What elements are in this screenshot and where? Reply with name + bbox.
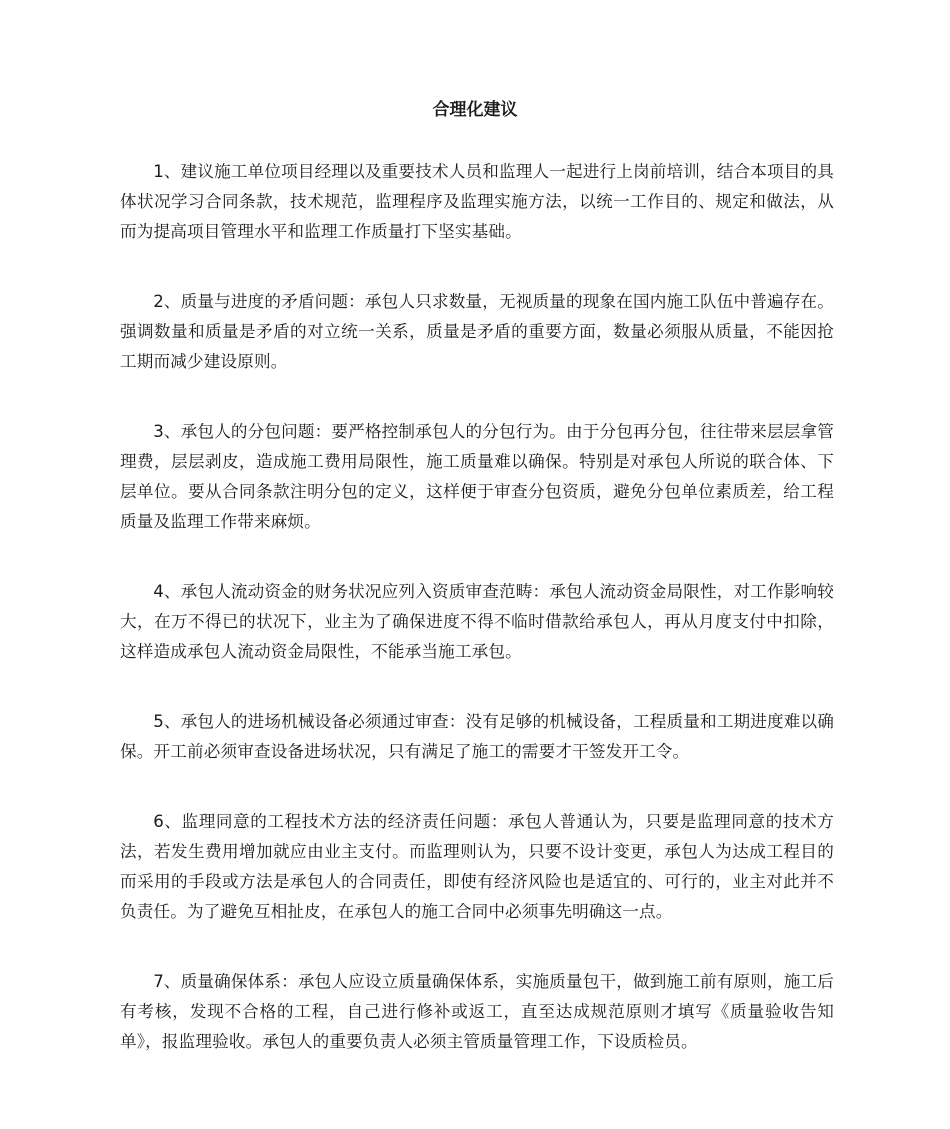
paragraph-4: 4、承包人流动资金的财务状况应列入资质审查范畴：承包人流动资金局限性，对工作影响较大，在万不得已的状况下，业主为了确保进度不得不临时借款给承包人，再从月度支付中扣除，这样造成承包人流动资金局限性，不能承当施工承包。 <box>120 582 834 661</box>
paragraph-5: 5、承包人的进场机械设备必须通过审查：没有足够的机械设备，工程质量和工期进度难以确保。开工前必须审查设备进场状况，只有满足了施工的需要才干签发开工令。 <box>120 712 834 761</box>
paragraph-1: 1、建议施工单位项目经理以及重要技术人员和监理人一起进行上岗前培训，结合本项目的具体状况学习合同条款，技术规范，监理程序及监理实施方法，以统一工作目的、规定和做法，从而为提高项目管理水平和监理工作质量打下坚实基础。 <box>120 162 834 241</box>
paragraph-3: 3、承包人的分包问题：要严格控制承包人的分包行为。由于分包再分包，往往带来层层拿管理费，层层剥皮，造成施工费用局限性，施工质量难以确保。特别是对承包人所说的联合体、下层单位。要从合同条款注明分包的定义，这样便于审查分包资质，避免分包单位素质差，给工程质量及监理工作带来麻烦。 <box>120 422 834 531</box>
paragraph-6: 6、监理同意的工程技术方法的经济责任问题：承包人普通认为，只要是监理同意的技术方法，若发生费用增加就应由业主支付。而监理则认为，只要不设计变更，承包人为达成工程目的而采用的手段或方法是承包人的合同责任，即使有经济风险也是适宜的、可行的，业主对此并不负责任。为了避免互相扯皮，在承包人的施工合同中必须事先明确这一点。 <box>120 812 834 921</box>
paragraph-7: 7、质量确保体系：承包人应设立质量确保体系，实施质量包干，做到施工前有原则，施工后有考核，发现不合格的工程，自己进行修补或返工，直至达成规范原则才填写《质量验收告知单》，报监理验收。承包人的重要负责人必须主管质量管理工作，下设质检员。 <box>120 972 834 1051</box>
paragraph-2: 2、质量与进度的矛盾问题：承包人只求数量，无视质量的现象在国内施工队伍中普遍存在。强调数量和质量是矛盾的对立统一关系，质量是矛盾的重要方面，数量必须服从质量，不能因抢工期而减少建设原则。 <box>120 292 834 371</box>
page-title: 合理化建议 <box>432 100 518 120</box>
document-body <box>120 157 834 1097</box>
